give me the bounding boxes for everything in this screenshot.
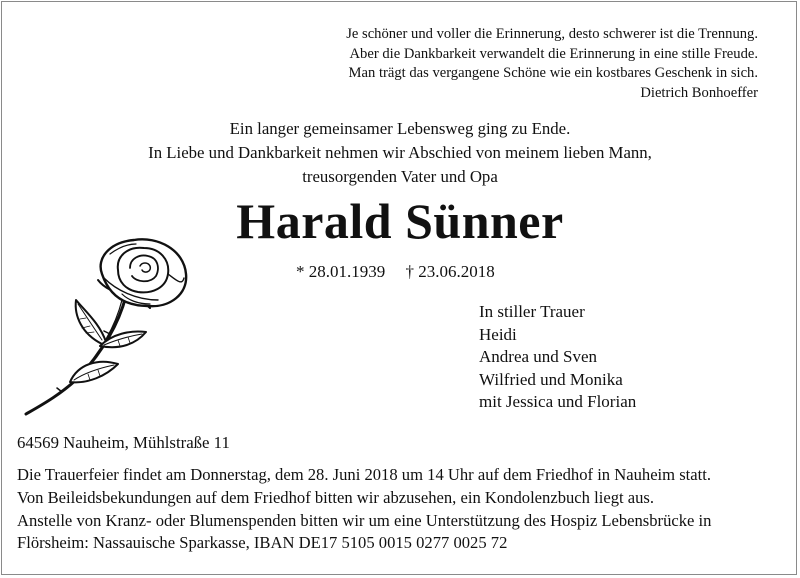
intro-text [0,117,800,189]
service-details [17,464,711,555]
service-line: Flörsheim: Nassauische Sparkasse, IBAN DE17 5105 0015 0277 0025 72 [17,533,508,553]
service-line: Von Beileidsbekundungen auf dem Friedhof bitten wir abzusehen, ein Kondolenzbuch liegt aus. [17,487,655,507]
intro-line: treusorgenden Vater und Opa [302,167,498,186]
mourners-heading: In stiller Trauer [479,302,585,321]
quote-line: Je schöner und voller die Erinnerung, desto schwerer ist die Trennung. [346,26,758,42]
mourner-name: mit Jessica und Florian [479,392,637,412]
life-dates [296,260,495,284]
intro-line: Ein langer gemeinsamer Lebensweg ging zu Ende. [229,119,571,138]
birth-date: * 28.01.1939 [296,262,386,281]
service-line: Anstelle von Kranz- oder Blumenspenden bitten wir um eine Unterstützung des Hospiz Lebensbrücke in [17,510,712,530]
family-address: 64569 Nauheim, Mühlstraße 11 [17,433,230,452]
death-date: † 23.06.2018 [405,262,495,281]
service-line: Die Trauerfeier findet am Donnerstag, dem 28. Juni 2018 um 14 Uhr auf dem Friedhof in Nauheim statt. [17,465,712,484]
mourner-name: Heidi [479,324,517,344]
quote-line: Man trägt das vergangene Schöne wie ein kostbares Geschenk in sich. [348,65,758,81]
rose-icon [18,234,198,418]
mourners-block [479,301,636,414]
quote-author: Dietrich Bonhoeffer [640,84,758,101]
deceased-name: Harald Sünner [236,193,564,249]
bonhoeffer-quote [346,25,758,103]
mourner-name: Andrea und Sven [479,347,598,367]
quote-line: Aber die Dankbarkeit verwandelt die Erinnerung in eine stille Freude. [349,45,758,62]
intro-line: In Liebe und Dankbarkeit nehmen wir Abschied von meinem lieben Mann, [148,143,652,162]
mourner-name: Wilfried und Monika [479,369,623,389]
